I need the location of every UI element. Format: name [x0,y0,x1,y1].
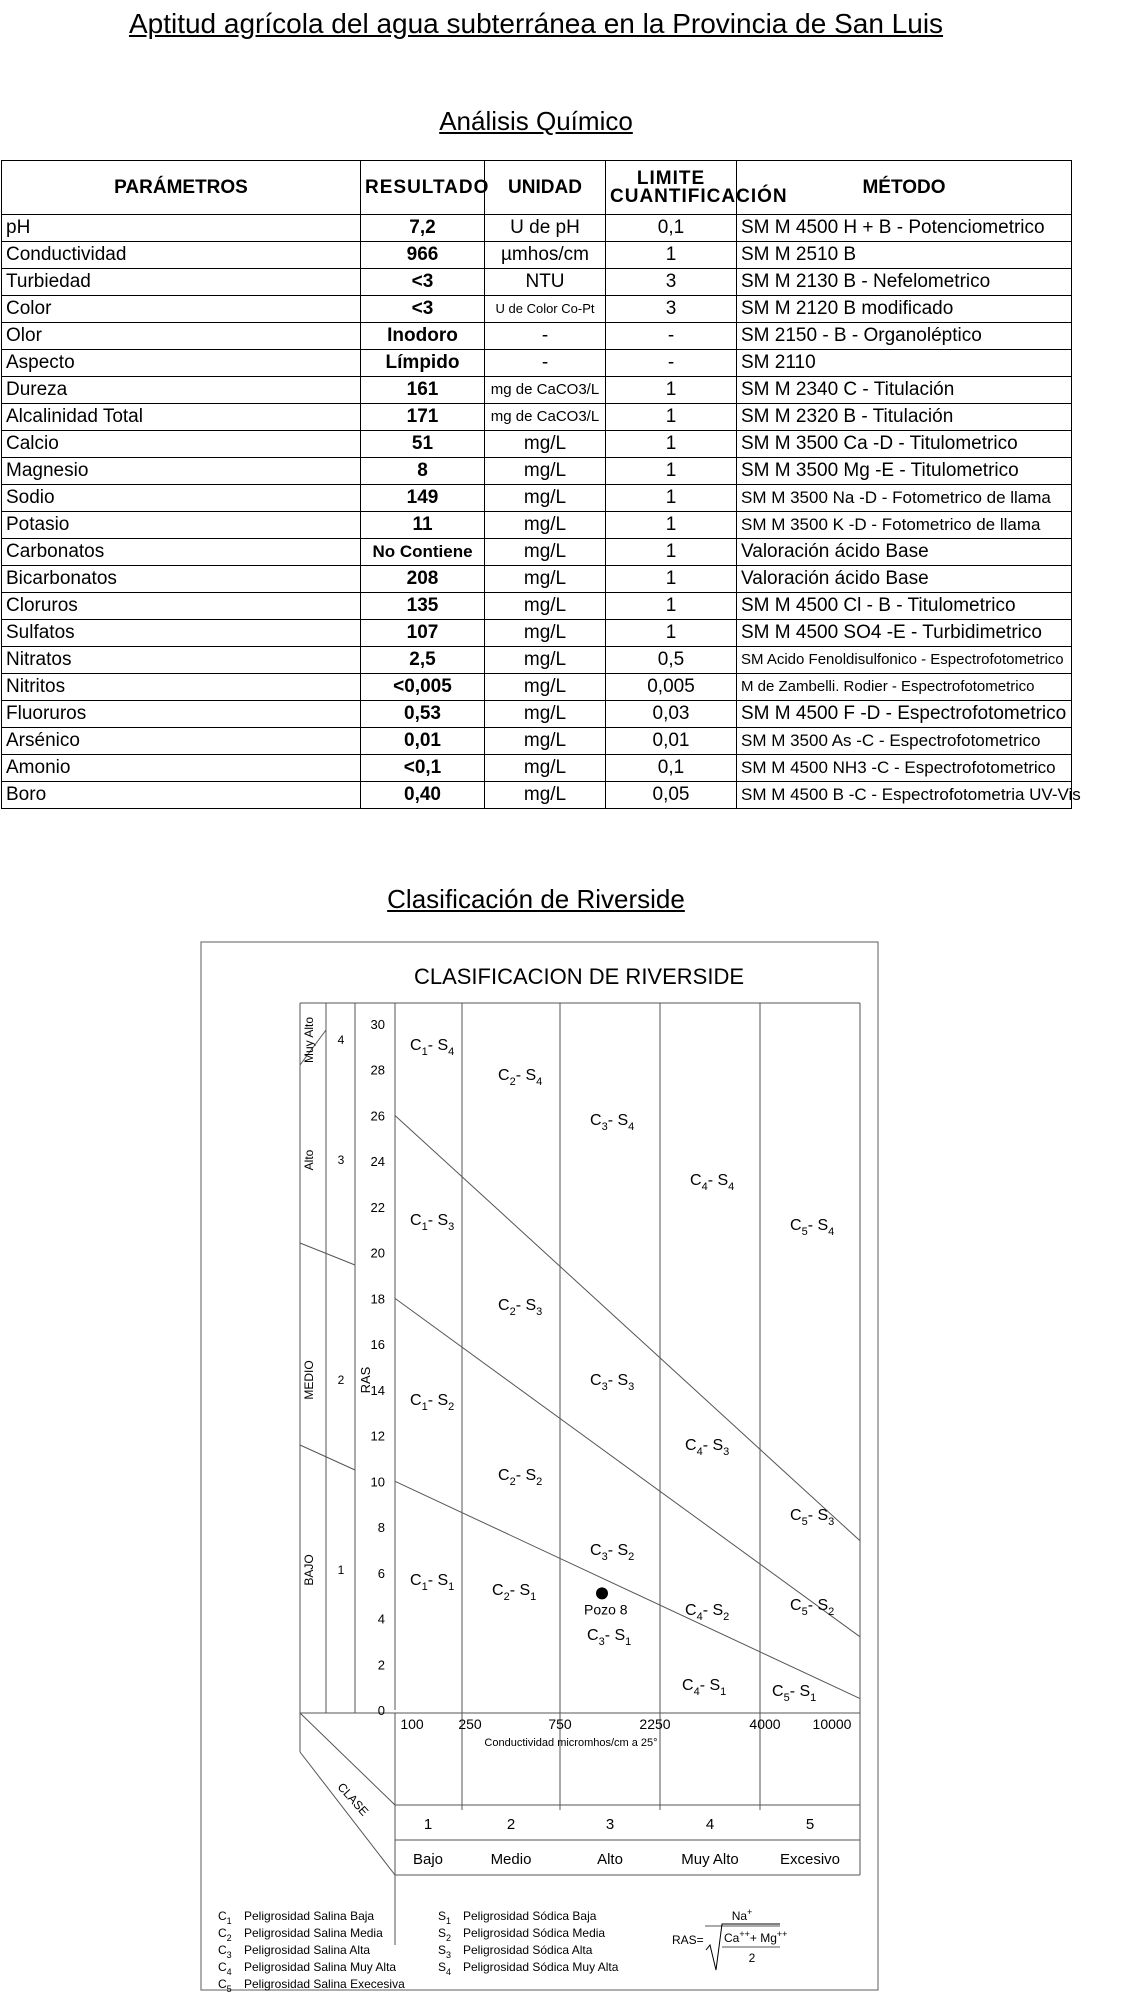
s3-s4-boundary [395,1115,860,1540]
limit-cell: - [606,350,737,377]
param-cell: Conductividad [2,242,361,269]
param-cell: Bicarbonatos [2,566,361,593]
table-row [2,485,1072,512]
legend-salinity-item: $C_2$ Peligrosidad Salina Media [218,1926,383,1943]
result-cell: 966 [361,242,485,269]
param-cell: Sulfatos [2,620,361,647]
region-label: $C_2-$ $S_2$ [498,1467,543,1488]
x-axis-label: Conductividad micromhos/cm a 25° [484,1737,658,1749]
y-tick-label: 18 [370,1291,385,1307]
header-parametros: PARÁMETROS [2,161,361,215]
table-row [2,647,1072,674]
limit-cell: 0,1 [606,755,737,782]
region-label: $C_5-$ $S_1$ [772,1683,817,1704]
param-cell: Color [2,296,361,323]
unit-cell: mg/L [485,728,606,755]
method-cell: M de Zambelli. Rodier - Espectrofotometrico [737,674,1072,701]
limit-cell: 0,01 [606,728,737,755]
table-row [2,539,1072,566]
limit-cell: 0,05 [606,782,737,809]
unit-cell: mg/L [485,620,606,647]
result-cell: 7,2 [361,215,485,242]
region-label: $C_3-$ $S_4$ [590,1112,635,1133]
salinity-class-number: 5 [805,1816,815,1833]
param-cell: Amonio [2,755,361,782]
result-cell: <3 [361,296,485,323]
limit-cell: 1 [606,620,737,647]
unit-cell: mg de CaCO3/L [485,404,606,431]
table-header-row [2,161,1072,215]
unit-cell: mg/L [485,674,606,701]
sodium-class-number: 4 [337,1033,345,1047]
sodium-class-level: BAJO [302,1554,316,1586]
limit-cell: - [606,323,737,350]
y-tick-label: 10 [370,1474,385,1490]
x-tick-label: 10000 [812,1716,852,1732]
limit-cell: 1 [606,539,737,566]
table-row [2,269,1072,296]
header-unidad: UNIDAD [485,161,606,215]
param-cell: Fluoruros [2,701,361,728]
result-cell: 0,01 [361,728,485,755]
salinity-class-level: Medio [490,1851,532,1868]
limit-cell: 0,03 [606,701,737,728]
result-cell: 51 [361,431,485,458]
salinity-class-level: Muy Alto [681,1851,739,1868]
header-resultado: RESULTADO [361,161,485,215]
sample-label: Pozo 8 [584,1601,628,1618]
method-cell: SM 2150 - B - Organoléptico [737,323,1072,350]
method-cell: SM M 3500 Mg -E - Titulometrico [737,458,1072,485]
table-row [2,431,1072,458]
y-tick-label: 12 [370,1428,385,1444]
limit-cell: 1 [606,593,737,620]
param-cell: Calcio [2,431,361,458]
method-cell: SM M 2510 B [737,242,1072,269]
result-cell: 0,40 [361,782,485,809]
limit-cell: 3 [606,296,737,323]
result-cell: Límpido [361,350,485,377]
unit-cell: mg/L [485,458,606,485]
region-label: $C_4-$ $S_3$ [685,1437,730,1458]
legend-salinity-item: $C_4$ Peligrosidad Salina Muy Alta [218,1960,397,1977]
riverside-section-title: Clasificación de Riverside [387,884,685,914]
table-row [2,458,1072,485]
param-cell: Cloruros [2,593,361,620]
sodium-class-level: Alto [302,1149,316,1171]
result-cell: Inodoro [361,323,485,350]
y-tick-label: 20 [370,1245,385,1261]
param-cell: Sodio [2,485,361,512]
unit-cell: mg/L [485,755,606,782]
result-cell: 107 [361,620,485,647]
region-label: $C_5-$ $S_4$ [790,1217,835,1238]
unit-cell: µmhos/cm [485,242,606,269]
table-row [2,782,1072,809]
limit-cell: 1 [606,485,737,512]
method-cell: SM M 4500 B -C - Espectrofotometria UV-Vis [737,782,1072,809]
table-row [2,296,1072,323]
y-tick-label: 28 [370,1062,385,1078]
region-label: $C_2-$ $S_4$ [498,1067,543,1088]
limit-cell: 1 [606,431,737,458]
method-cell: SM M 3500 Ca -D - Titulometrico [737,431,1072,458]
y-tick-label: 22 [370,1199,385,1215]
result-cell: <0,1 [361,755,485,782]
y-tick-label: 24 [370,1154,385,1170]
method-cell: SM M 4500 NH3 -C - Espectrofotometrico [737,755,1072,782]
region-label: $C_1-$ $S_1$ [410,1572,455,1593]
analysis-section-title: Análisis Químico [439,106,633,136]
sodium-class-level: Muy Alto [302,1016,316,1064]
table-row [2,593,1072,620]
region-label: $C_1-$ $S_4$ [410,1037,455,1058]
sodium-scale-sep-2 [300,1445,355,1470]
result-cell: <0,005 [361,674,485,701]
sodium-class-number: 3 [337,1153,345,1167]
method-cell: SM M 2120 B modificado [737,296,1072,323]
table-row [2,242,1072,269]
legend-salinity-item: $C_1$ Peligrosidad Salina Baja [218,1909,375,1926]
param-cell: Carbonatos [2,539,361,566]
x-tick-label: 250 [458,1716,482,1732]
unit-cell: mg/L [485,701,606,728]
legend-sodium-item: $S_1$ Peligrosidad Sódica Baja [438,1909,597,1926]
x-tick-label: 2250 [639,1716,671,1732]
table-row [2,674,1072,701]
formula-denominator: Ca+++ Mg++ [724,1929,788,1945]
y-tick-label: 8 [377,1520,385,1536]
region-label: $C_5-$ $S_3$ [790,1507,835,1528]
table-row [2,512,1072,539]
result-cell: 149 [361,485,485,512]
method-cell: SM M 4500 H + B - Potenciometrico [737,215,1072,242]
unit-cell: mg/L [485,431,606,458]
sample-point [596,1587,608,1599]
sodium-class-number: 1 [337,1563,345,1577]
unit-cell: mg/L [485,539,606,566]
param-cell: Potasio [2,512,361,539]
region-label: $C_3-$ $S_3$ [590,1372,635,1393]
result-cell: 2,5 [361,647,485,674]
param-cell: pH [2,215,361,242]
salinity-class-number: 4 [705,1816,715,1833]
param-cell: Alcalinidad Total [2,404,361,431]
page-title: Aptitud agrícola del agua subterránea en la Provincia de San Luis [128,8,944,39]
table-row [2,728,1072,755]
sodium-class-level: MEDIO [302,1360,316,1400]
result-cell: 171 [361,404,485,431]
formula-lhs: RAS= [672,1933,704,1947]
legend-salinity-item: $C_3$ Peligrosidad Salina Alta [218,1943,371,1960]
method-cell: SM M 4500 SO4 -E - Turbidimetrico [737,620,1072,647]
chemical-analysis-table [1,160,1081,809]
unit-cell: mg/L [485,512,606,539]
legend-sodium-item: $S_3$ Peligrosidad Sódica Alta [438,1943,593,1960]
limit-cell: 1 [606,404,737,431]
salinity-class-level: Bajo [412,1851,444,1868]
result-cell: 208 [361,566,485,593]
region-label: $C_4-$ $S_1$ [682,1677,727,1698]
region-label: $C_4-$ $S_4$ [690,1172,735,1193]
result-cell: <3 [361,269,485,296]
result-cell: 161 [361,377,485,404]
method-cell: SM M 2320 B - Titulación [737,404,1072,431]
method-cell: SM M 2130 B - Nefelometrico [737,269,1072,296]
param-cell: Olor [2,323,361,350]
y-tick-label: 2 [377,1657,385,1673]
legend-sodium-item: $S_4$ Peligrosidad Sódica Muy Alta [438,1960,619,1977]
method-cell: SM 2110 [737,350,1072,377]
region-label: $C_4-$ $S_2$ [685,1602,730,1623]
result-cell: 11 [361,512,485,539]
unit-cell: mg/L [485,647,606,674]
unit-cell: U de pH [485,215,606,242]
region-label: $C_1-$ $S_2$ [410,1392,455,1413]
limit-cell: 1 [606,566,737,593]
method-cell: SM M 4500 Cl - B - Titulometrico [737,593,1072,620]
y-tick-label: 6 [377,1565,385,1581]
diagram-frame [201,942,878,1990]
formula-numerator: Na+ [731,1907,753,1923]
unit-cell: - [485,350,606,377]
limit-cell: 0,1 [606,215,737,242]
salinity-class-level: Alto [597,1851,623,1868]
salinity-class-number: 3 [605,1816,615,1833]
unit-cell: mg de CaCO3/L [485,377,606,404]
method-cell: SM M 3500 Na -D - Fotometrico de llama [737,485,1072,512]
clase-diagonal-bottom [300,1752,395,1875]
param-cell: Aspecto [2,350,361,377]
param-cell: Nitritos [2,674,361,701]
method-cell: SM M 4500 F -D - Espectrofotometrico [737,701,1072,728]
diagram-title: CLASIFICACION DE RIVERSIDE [413,964,745,989]
sodium-class-number: 2 [337,1373,345,1387]
y-axis-label: RAS [358,1366,373,1394]
result-cell: 0,53 [361,701,485,728]
y-tick-label: 30 [370,1017,385,1032]
limit-cell: 1 [606,458,737,485]
param-cell: Arsénico [2,728,361,755]
param-cell: Boro [2,782,361,809]
region-label: $C_5-$ $S_2$ [790,1597,835,1618]
limit-cell: 0,5 [606,647,737,674]
x-tick-label: 4000 [749,1716,781,1732]
limit-cell: 0,005 [606,674,737,701]
formula-divisor: 2 [748,1951,756,1965]
y-tick-label: 14 [370,1382,385,1398]
salinity-class-number: 1 [423,1816,433,1833]
salinity-class-number: 2 [506,1816,516,1833]
method-cell: Valoración ácido Base [737,539,1072,566]
header-metodo: MÉTODO [737,161,1072,215]
y-tick-label: 16 [370,1337,385,1353]
region-label: $C_3-$ $S_1$ [587,1627,632,1648]
region-label: $C_1-$ $S_3$ [410,1212,455,1233]
y-tick-label: 0 [377,1703,385,1718]
riverside-diagram [0,940,1136,2000]
limit-cell: 3 [606,269,737,296]
limit-cell: 1 [606,512,737,539]
header-limite: LIMITE CUANTIFICACIÓN [606,161,737,215]
region-label: $C_2-$ $S_1$ [492,1582,537,1603]
unit-cell: - [485,323,606,350]
result-cell: 8 [361,458,485,485]
legend-sodium-item: $S_2$ Peligrosidad Sódica Media [438,1926,606,1943]
y-tick-label: 26 [370,1108,385,1124]
table-row [2,566,1072,593]
table-row [2,404,1072,431]
y-tick-label: 4 [377,1611,385,1627]
x-tick-label: 750 [548,1716,572,1732]
result-cell: 135 [361,593,485,620]
x-tick-label: 100 [400,1716,424,1732]
result-cell: No Contiene [361,539,485,566]
legend-salinity-item: $C_5$ Peligrosidad Salina Execesiva [218,1977,405,1994]
clase-label: CLASE [334,1780,372,1819]
table-row [2,755,1072,782]
table-row [2,377,1072,404]
unit-cell: mg/L [485,593,606,620]
limit-cell: 1 [606,377,737,404]
method-cell: SM M 3500 As -C - Espectrofotometrico [737,728,1072,755]
limit-cell: 1 [606,242,737,269]
method-cell: SM M 2340 C - Titulación [737,377,1072,404]
method-cell: SM M 3500 K -D - Fotometrico de llama [737,512,1072,539]
table-row [2,620,1072,647]
table-row [2,701,1072,728]
param-cell: Dureza [2,377,361,404]
param-cell: Magnesio [2,458,361,485]
method-cell: Valoración ácido Base [737,566,1072,593]
region-label: $C_2-$ $S_3$ [498,1297,543,1318]
method-cell: SM Acido Fenoldisulfonico - Espectrofotometrico [737,647,1072,674]
unit-cell: mg/L [485,566,606,593]
unit-cell: NTU [485,269,606,296]
unit-cell: U de Color Co-Pt [485,296,606,323]
param-cell: Turbiedad [2,269,361,296]
table-row [2,215,1072,242]
s2-s3-boundary [395,1298,860,1636]
unit-cell: mg/L [485,782,606,809]
sodium-scale-sep-3 [300,1243,355,1265]
unit-cell: mg/L [485,485,606,512]
salinity-class-level: Excesivo [779,1851,841,1868]
table-row [2,350,1072,377]
param-cell: Nitratos [2,647,361,674]
region-label: $C_3-$ $S_2$ [590,1542,635,1563]
table-row [2,323,1072,350]
